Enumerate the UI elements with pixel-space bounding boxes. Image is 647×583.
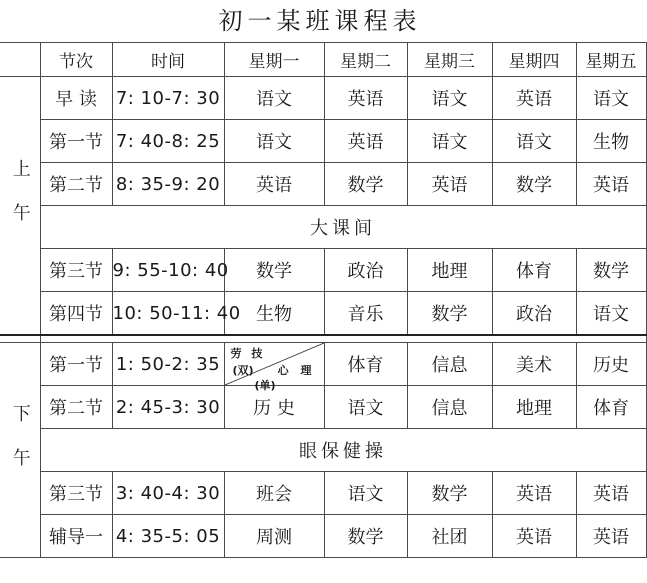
header-friday: 星期五 xyxy=(576,43,646,77)
morning-label-text: 上午 xyxy=(9,159,31,247)
subject-cell: 语文 xyxy=(407,77,492,120)
subject-cell: 英语 xyxy=(492,77,576,120)
period-cell: 早 读 xyxy=(40,77,112,120)
morning-label xyxy=(0,77,40,336)
subject-cell: 语文 xyxy=(407,120,492,163)
subject-cell: 信息 xyxy=(407,343,492,386)
period-cell: 辅导一 xyxy=(40,515,112,558)
subject-cell: 体育 xyxy=(324,343,407,386)
period-cell: 第二节 xyxy=(40,163,112,206)
subject-cell: 英语 xyxy=(224,163,324,206)
table-row xyxy=(0,386,646,429)
subject-cell: 英语 xyxy=(324,120,407,163)
split-subject-cell xyxy=(224,343,324,392)
subject-cell: 数学 xyxy=(324,163,407,206)
subject-cell: 语文 xyxy=(324,472,407,515)
afternoon-label xyxy=(0,343,40,558)
subject-cell: 政治 xyxy=(324,249,407,292)
period-cell: 第四节 xyxy=(40,292,112,336)
subject-cell: 地理 xyxy=(492,386,576,429)
period-cell: 第三节 xyxy=(40,472,112,515)
subject-cell: 生物 xyxy=(224,292,324,336)
subject-cell: 周测 xyxy=(224,515,324,558)
break-row xyxy=(0,206,646,249)
subject-cell: 数学 xyxy=(324,515,407,558)
subject-cell: 数学 xyxy=(407,472,492,515)
time-cell: 3: 40-4: 30 xyxy=(112,472,224,515)
time-cell: 4: 35-5: 05 xyxy=(112,515,224,558)
period-cell: 第三节 xyxy=(40,249,112,292)
subject-cell: 生物 xyxy=(576,120,646,163)
period-cell: 第一节 xyxy=(40,120,112,163)
separator-cell xyxy=(40,335,646,343)
header-row xyxy=(0,43,646,77)
subject-cell: 社团 xyxy=(407,515,492,558)
subject-cell: 英语 xyxy=(407,163,492,206)
subject-cell: 体育 xyxy=(576,386,646,429)
subject-cell: 英语 xyxy=(324,77,407,120)
subject-cell: 历 史 xyxy=(224,386,324,429)
split-right-mid: 心 理 xyxy=(277,364,316,377)
subject-cell: 体育 xyxy=(492,249,576,292)
subject-cell: 数学 xyxy=(407,292,492,336)
subject-cell: 班会 xyxy=(224,472,324,515)
split-top-left: 劳 技 xyxy=(230,347,266,360)
time-cell: 2: 45-3: 30 xyxy=(112,386,224,429)
subject-cell: 信息 xyxy=(407,386,492,429)
subject-cell: 语文 xyxy=(224,120,324,163)
schedule-table xyxy=(0,42,647,558)
subject-cell: 语文 xyxy=(224,77,324,120)
header-tuesday: 星期二 xyxy=(324,43,407,77)
subject-cell: 英语 xyxy=(576,472,646,515)
subject-cell: 音乐 xyxy=(324,292,407,336)
noon-separator xyxy=(0,335,646,343)
subject-cell: 语文 xyxy=(492,120,576,163)
table-row xyxy=(0,77,646,120)
morning-break: 大课间 xyxy=(40,206,646,249)
subject-cell: 英语 xyxy=(576,515,646,558)
table-row xyxy=(0,515,646,558)
subject-cell: 语文 xyxy=(576,292,646,336)
table-row xyxy=(0,163,646,206)
subject-cell: 美术 xyxy=(492,343,576,386)
afternoon-break: 眼保健操 xyxy=(40,429,646,472)
header-monday: 星期一 xyxy=(224,43,324,77)
split-left-mid: (双) xyxy=(232,364,254,377)
subject-cell: 数学 xyxy=(576,249,646,292)
subject-cell: 历史 xyxy=(576,343,646,386)
table-row xyxy=(0,292,646,336)
subject-cell: 语文 xyxy=(324,386,407,429)
header-wednesday: 星期三 xyxy=(407,43,492,77)
time-cell: 1: 50-2: 35 xyxy=(112,343,224,386)
table-row xyxy=(0,120,646,163)
table-row xyxy=(0,472,646,515)
subject-cell: 英语 xyxy=(576,163,646,206)
period-cell: 第一节 xyxy=(40,343,112,386)
separator-cell xyxy=(0,335,40,343)
split-bottom: (单) xyxy=(254,379,276,392)
period-cell: 第二节 xyxy=(40,386,112,429)
subject-cell: 语文 xyxy=(576,77,646,120)
table-row xyxy=(0,249,646,292)
subject-cell: 英语 xyxy=(492,472,576,515)
time-cell: 10: 50-11: 40 xyxy=(112,292,224,336)
subject-cell: 政治 xyxy=(492,292,576,336)
time-cell: 7: 10-7: 30 xyxy=(112,77,224,120)
time-cell: 7: 40-8: 25 xyxy=(112,120,224,163)
subject-cell: 数学 xyxy=(224,249,324,292)
time-cell: 8: 35-9: 20 xyxy=(112,163,224,206)
break-row xyxy=(0,429,646,472)
subject-cell: 地理 xyxy=(407,249,492,292)
corner-cell xyxy=(0,43,40,77)
afternoon-label-text: 下午 xyxy=(9,403,31,492)
subject-cell: 数学 xyxy=(492,163,576,206)
header-thursday: 星期四 xyxy=(492,43,576,77)
header-period: 节次 xyxy=(40,43,112,77)
table-row xyxy=(0,343,646,386)
time-cell: 9: 55-10: 40 xyxy=(112,249,224,292)
subject-cell: 英语 xyxy=(492,515,576,558)
header-time: 时间 xyxy=(112,43,224,77)
page-title: 初一某班课程表 xyxy=(218,7,422,35)
